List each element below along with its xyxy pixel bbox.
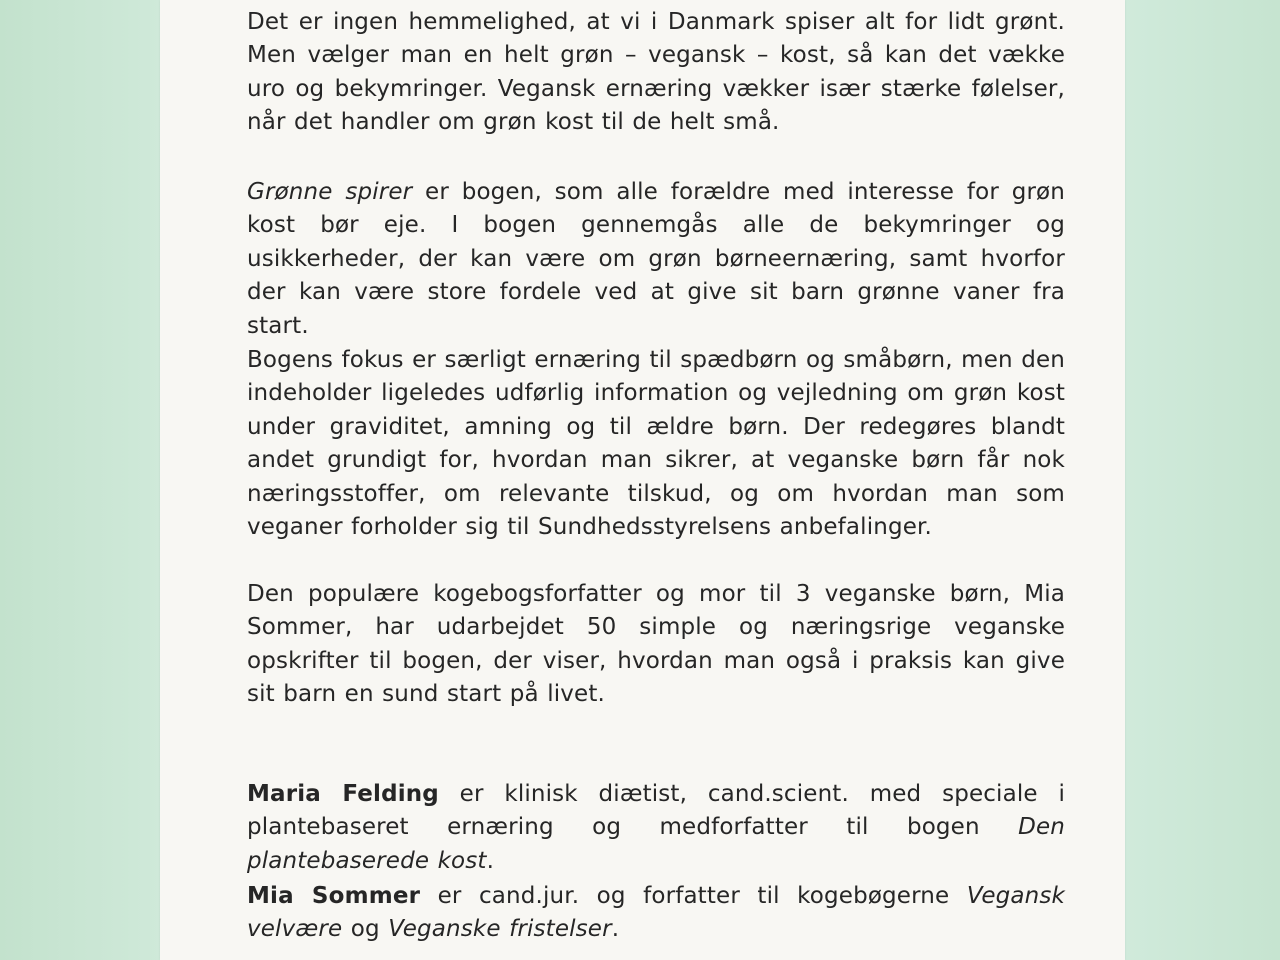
focus-paragraph	[247, 344, 1065, 544]
book-description-paragraph	[247, 176, 1065, 343]
author-bio-mia-sommer	[247, 880, 1065, 947]
book-description-body: er bogen, som alle forældre med interesse for grøn kost bør eje. I bogen gennemgås alle de bekymringer og usikkerheder, der kan være om grøn børneernæring, samt hvorfor der kan være store fordele ved at give sit barn grønne vaner fra start.	[247, 179, 1065, 339]
author-bio-maria-felding	[247, 778, 1065, 878]
cover-left-margin	[0, 0, 160, 960]
intro-paragraph	[247, 6, 1065, 140]
recipes-paragraph-text: Den populære kogebogsforfatter og mor til 3 veganske børn, Mia Sommer, har udarbejdet 50 simple og næringsrige veganske opskrifter til bogen, der viser, hvordan man også i praksis kan give sit barn en sund start på livet.	[247, 581, 1065, 708]
author-bio-text	[247, 778, 1065, 878]
author-book-title: Vegansk velvære	[247, 883, 1065, 943]
focus-paragraph-text: Bogens fokus er særligt ernæring til spædbørn og småbørn, men den indeholder ligeledes udførlig information og vejledning om grøn kost under graviditet, amning og til ældre børn. Der redegøres blandt andet grundigt for, hvordan man sikrer, at veganske børn får nok næringsstoffer, om relevante tilskud, og om hvordan man som veganer forholder sig til Sundhedsstyrelsens anbefalinger.	[247, 347, 1065, 541]
cover-right-margin	[1125, 0, 1280, 960]
author-bio-text	[247, 880, 1065, 947]
recipes-paragraph	[247, 578, 1065, 712]
author-name: Maria Felding	[247, 781, 439, 807]
book-title: Grønne spirer	[247, 179, 413, 205]
author-bio-conjunction: og	[342, 916, 389, 943]
author-bio-body: er klinisk diætist, cand.scient. med speciale i plantebaseret ernæring og medforfatter til bogen	[247, 781, 1066, 841]
author-name: Mia Sommer	[247, 883, 421, 909]
author-bio-end: .	[611, 916, 620, 943]
intro-paragraph-text: Det er ingen hemmelighed, at vi i Danmark spiser alt for lidt grønt. Men vælger man en helt grøn – vegansk – kost, så kan det vække uro og bekymringer. Vegansk ernæring vækker især stærke følelser, når det handler om grøn kost til de helt små.	[247, 9, 1065, 136]
author-book-title: Veganske fristelser	[388, 916, 612, 943]
book-description-text	[247, 176, 1065, 343]
author-book-title: Den plantebaserede kost	[247, 814, 1065, 874]
author-bio-body: er cand.jur. og forfatter til kogebøgerne	[420, 883, 967, 909]
author-bio-end: .	[486, 847, 495, 874]
